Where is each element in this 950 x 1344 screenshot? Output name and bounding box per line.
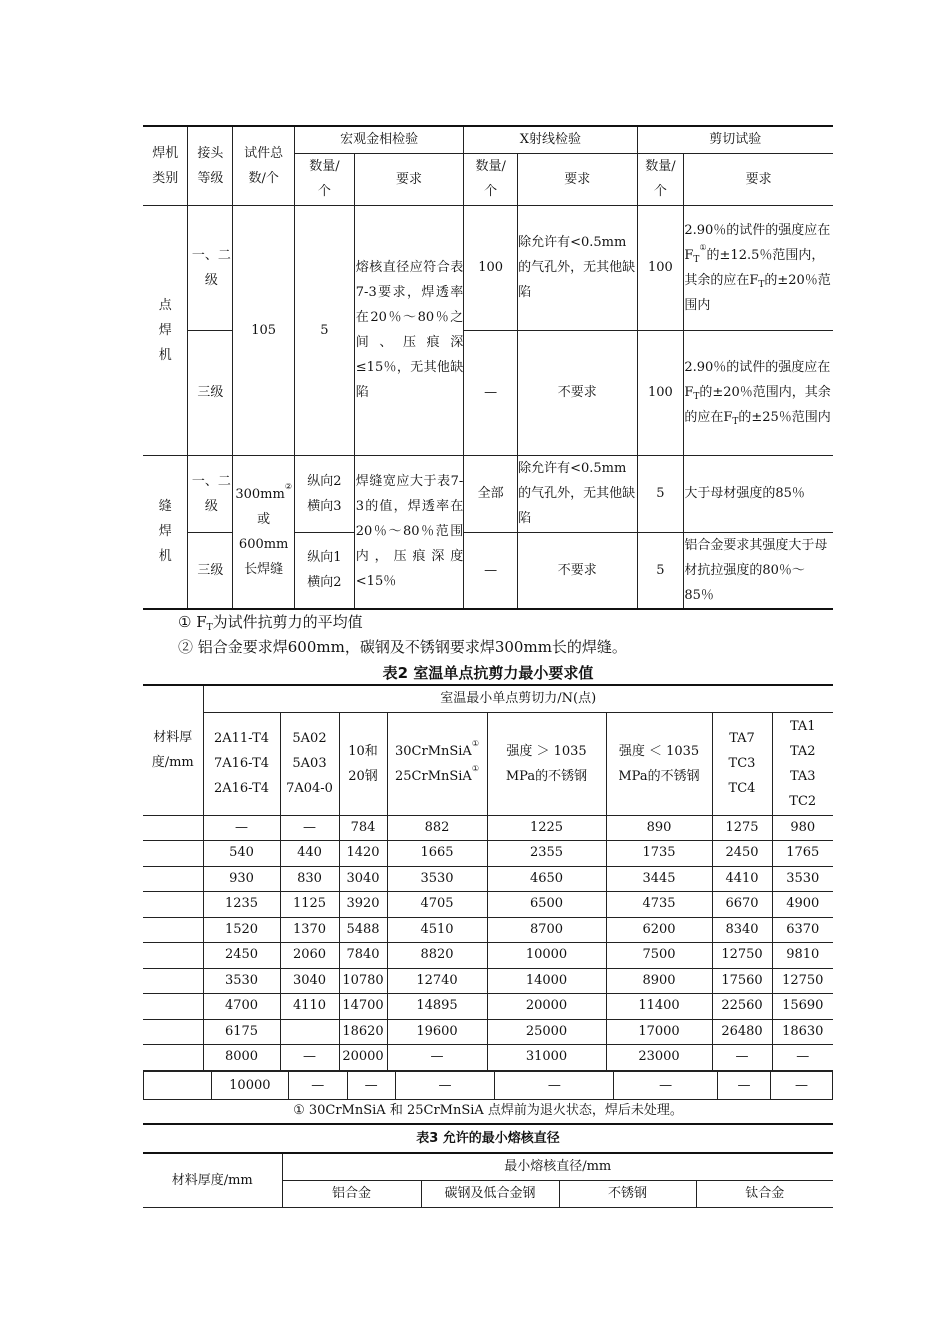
- table-cell: [280, 1019, 339, 1045]
- footnote-2-ref: ②: [284, 481, 292, 491]
- table-cell: 31000: [487, 1045, 606, 1071]
- table-cell: 2450: [712, 841, 772, 867]
- ft-subscript: T: [693, 254, 700, 265]
- t2-col-5-l1: MPa的不锈钢: [618, 768, 700, 784]
- table-cell: 10780: [339, 968, 387, 994]
- table-cell: [143, 815, 203, 841]
- table-cell: [143, 1019, 203, 1045]
- table-cell: 4110: [280, 994, 339, 1020]
- table-cell: 10000: [211, 1072, 288, 1100]
- t2-col-6-l2: TC4: [728, 781, 756, 796]
- table-cell: 784: [339, 815, 387, 841]
- table-cell: 15690: [772, 994, 833, 1020]
- table-cell: 14895: [387, 994, 487, 1020]
- seam-grade-12: 一、二级: [188, 455, 233, 532]
- t2-col-6: [712, 712, 772, 815]
- t2-col-6-l0: TA7: [729, 731, 755, 746]
- t3-group-header: 最小熔核直径/mm: [282, 1153, 833, 1181]
- table-cell: —: [280, 815, 339, 841]
- table-cell: 8820: [387, 943, 487, 969]
- spot-shear-req-3-b: 的±20％范围内，其余的应在F: [684, 385, 831, 425]
- table-cell: 1225: [487, 815, 606, 841]
- table-cell: 1420: [339, 841, 387, 867]
- table-cell: 930: [203, 866, 280, 892]
- seam-shear-req-12: 大于母材强度的85％: [684, 455, 833, 532]
- table-cell: 540: [203, 841, 280, 867]
- table-cell: 6200: [606, 917, 712, 943]
- table-cell: 890: [606, 815, 712, 841]
- t2-col-3-l1: 25CrMnSiA: [394, 768, 472, 784]
- ft-subscript: T: [732, 417, 739, 427]
- t2-footnote-ref: ①: [471, 738, 479, 748]
- table-cell: 18620: [339, 1019, 387, 1045]
- header-xray-req: 要求: [518, 153, 637, 205]
- seam-total-a: 300mm: [235, 486, 285, 502]
- table-cell: 20000: [487, 994, 606, 1020]
- table-cell: [143, 943, 203, 969]
- t2-col-1: [280, 712, 339, 815]
- t2-col-6-l1: TC3: [728, 756, 756, 771]
- table-cell: 8000: [203, 1045, 280, 1071]
- table-cell: 26480: [712, 1019, 772, 1045]
- table-cell: 4700: [203, 994, 280, 1020]
- table-row: [143, 815, 833, 841]
- table-cell: 4735: [606, 892, 712, 918]
- table-cell: 2355: [487, 841, 606, 867]
- header-macro-qty: 数量/个: [294, 153, 354, 205]
- table-cell: 14700: [339, 994, 387, 1020]
- table-cell: —: [772, 1045, 833, 1071]
- t2-col-0-l1: 7A16-T4: [213, 756, 270, 771]
- t2-group-header: 室温最小单点剪切力/N(点): [203, 685, 833, 712]
- table-cell: [143, 866, 203, 892]
- seam-shear-req-3: 铝合金要求其强度大于母材抗拉强度的80％～85％: [684, 532, 833, 609]
- header-shear: 剪切试验: [637, 126, 833, 153]
- shear-force-table-last-row: [143, 1071, 833, 1100]
- seam-xray-req-12: 除允许有<0.5mm的气孔外，无其他缺陷: [518, 455, 637, 532]
- t2-thickness-header: 材料厚度/mm: [143, 685, 203, 815]
- table-cell: 1235: [203, 892, 280, 918]
- header-machine-type: 焊机类别: [143, 126, 188, 205]
- t2-col-4-l1: MPa的不锈钢: [505, 768, 588, 784]
- t2-col-7-l3: TC2: [789, 793, 817, 809]
- table-cell: 11400: [606, 994, 712, 1020]
- spot-xray-req-12: 除允许有<0.5mm的气孔外，无其他缺陷: [518, 205, 637, 330]
- t2-col-3-l0: 30CrMnSiA: [394, 743, 472, 759]
- table-cell: 3530: [387, 866, 487, 892]
- table-cell: 4410: [712, 866, 772, 892]
- header-shear-qty: 数量/个: [637, 153, 684, 205]
- t2-col-4: [487, 712, 606, 815]
- table-cell: —: [203, 815, 280, 841]
- table-cell: [143, 917, 203, 943]
- spot-xray-qty-12: 100: [464, 205, 518, 330]
- table-cell: 3530: [772, 866, 833, 892]
- table-cell: 5488: [339, 917, 387, 943]
- table-cell: 3040: [280, 968, 339, 994]
- t2-col-7-l1: TA2: [789, 743, 816, 759]
- table-cell: 3040: [339, 866, 387, 892]
- table-cell: 8700: [487, 917, 606, 943]
- table-cell: 20000: [339, 1045, 387, 1071]
- table-cell: 1765: [772, 841, 833, 867]
- table-cell: 17000: [606, 1019, 712, 1045]
- table-cell: —: [288, 1072, 347, 1100]
- table-cell: 6175: [203, 1019, 280, 1045]
- t2-col-1-l1: 5A03: [292, 756, 327, 771]
- t2-col-5: [606, 712, 712, 815]
- table-row: [143, 892, 833, 918]
- table-row: [143, 866, 833, 892]
- spot-xray-qty-3: —: [464, 330, 518, 455]
- table-row: [143, 841, 833, 867]
- t3-col-carbon-steel: 碳钢及低合金钢: [421, 1181, 559, 1208]
- table-cell: 3920: [339, 892, 387, 918]
- table-cell: 2450: [203, 943, 280, 969]
- seam-xray-req-3: 不要求: [518, 532, 637, 609]
- table-cell: —: [387, 1045, 487, 1071]
- table-row: [143, 1045, 833, 1071]
- t3-col-aluminum: 铝合金: [282, 1181, 421, 1208]
- header-shear-req: 要求: [684, 153, 833, 205]
- t3-col-titanium: 钛合金: [696, 1181, 833, 1208]
- table-cell: —: [718, 1072, 771, 1100]
- ft-subscript: T: [758, 279, 765, 290]
- table-cell: 12750: [772, 968, 833, 994]
- table-cell: 6500: [487, 892, 606, 918]
- seam-total: [233, 455, 295, 609]
- table-row: [144, 1072, 833, 1100]
- table-cell: 18630: [772, 1019, 833, 1045]
- table-row: [143, 994, 833, 1020]
- table3-caption: 表3 允许的最小熔核直径: [416, 1131, 560, 1146]
- table2-caption: 表2 室温单点抗剪力最小要求值: [382, 664, 594, 682]
- table-cell: 8900: [606, 968, 712, 994]
- t2-col-7-l2: TA3: [789, 768, 816, 784]
- table-cell: [144, 1072, 212, 1100]
- spot-shear-qty-3: 100: [637, 330, 684, 455]
- table1-note-1: [178, 612, 363, 632]
- footnote-1-ref: ①: [699, 242, 707, 252]
- table-cell: 19600: [387, 1019, 487, 1045]
- t2-col-2-l0: 10和: [348, 743, 378, 759]
- spot-shear-req-3-c: 的±25％范围内: [738, 410, 831, 425]
- header-xray: X射线检验: [464, 126, 637, 153]
- table-row: [143, 917, 833, 943]
- header-macro-req: 要求: [354, 153, 464, 205]
- seam-macro-qty-3: 纵向1横向2: [294, 532, 354, 609]
- spot-shear-req-3-a: 2.90％的试件的强度应在F: [684, 360, 831, 400]
- table-cell: —: [495, 1072, 614, 1100]
- t2-col-0-l2: 2A16-T4: [213, 781, 270, 796]
- table-cell: 9810: [772, 943, 833, 969]
- table-cell: 12750: [712, 943, 772, 969]
- spot-shear-req-12-b: 的±12.5％范围内，其余的应在F: [684, 247, 825, 288]
- seam-grade-3: 三级: [188, 532, 233, 609]
- table-row: [143, 1019, 833, 1045]
- table-cell: —: [712, 1045, 772, 1071]
- spot-welder-label: 点焊机: [143, 205, 188, 455]
- t2-col-1-l2: 7A04-0: [286, 781, 333, 796]
- spot-shear-req-12: [684, 205, 833, 330]
- table-cell: 4510: [387, 917, 487, 943]
- header-xray-qty: 数量/个: [464, 153, 518, 205]
- table-cell: 1125: [280, 892, 339, 918]
- table2-footnote: ① 30CrMnSiA 和 25CrMnSiA 点焊前为退火状态，焊后未处理。: [143, 1099, 833, 1125]
- table-cell: 980: [772, 815, 833, 841]
- spot-shear-req-12-c: 的±20％范围内: [684, 272, 831, 313]
- table-cell: 882: [387, 815, 487, 841]
- note-1-f: F: [196, 613, 207, 631]
- table-cell: 17560: [712, 968, 772, 994]
- table-cell: [143, 968, 203, 994]
- table-cell: —: [771, 1072, 833, 1100]
- spot-grade-12: 一、二级: [188, 205, 233, 330]
- header-joint-grade: 接头等级: [188, 126, 233, 205]
- t2-col-5-l0: 强度 ＜ 1035: [618, 743, 700, 759]
- t2-col-7: [772, 712, 833, 815]
- spot-macro-req: 熔核直径应符合表7-3要求，焊透率在20％～80％之间、压痕深≤15％，无其他缺陷: [354, 205, 464, 455]
- table-cell: [143, 892, 203, 918]
- t2-col-3: [387, 712, 487, 815]
- t2-col-2-l1: 20钢: [348, 768, 378, 784]
- table-cell: —: [614, 1072, 718, 1100]
- t2-col-1-l0: 5A02: [292, 731, 327, 746]
- ft-subscript: T: [693, 392, 700, 402]
- nugget-diameter-table: [143, 1152, 833, 1208]
- t3-thickness-header: 材料厚度/mm: [143, 1153, 282, 1208]
- table-cell: 1275: [712, 815, 772, 841]
- table-cell: 830: [280, 866, 339, 892]
- table-cell: 440: [280, 841, 339, 867]
- t2-footnote-ref: ①: [471, 763, 479, 773]
- table-cell: 22560: [712, 994, 772, 1020]
- note-1-mark: ①: [178, 613, 192, 631]
- spot-macro-qty: 5: [294, 205, 354, 455]
- table-cell: [143, 841, 203, 867]
- table-cell: 6670: [712, 892, 772, 918]
- table-cell: 23000: [606, 1045, 712, 1071]
- t2-col-0: [203, 712, 280, 815]
- table-cell: 7840: [339, 943, 387, 969]
- table-cell: 4900: [772, 892, 833, 918]
- t2-col-0-l0: 2A11-T4: [213, 731, 270, 746]
- weld-inspection-table: [143, 125, 833, 610]
- table-cell: [143, 1045, 203, 1071]
- table-cell: 25000: [487, 1019, 606, 1045]
- seam-macro-qty-12: 纵向2横向3: [294, 455, 354, 532]
- table-cell: —: [395, 1072, 495, 1100]
- table-cell: 4705: [387, 892, 487, 918]
- table-cell: 1665: [387, 841, 487, 867]
- t2-col-2: [339, 712, 387, 815]
- note-1-text: 为试件抗剪力的平均值: [212, 613, 363, 631]
- table-cell: 1735: [606, 841, 712, 867]
- seam-xray-qty-3: —: [464, 532, 518, 609]
- t2-col-7-l0: TA1: [789, 718, 816, 734]
- seam-shear-qty-12: 5: [637, 455, 684, 532]
- spot-grade-3: 三级: [188, 330, 233, 455]
- table-cell: 10000: [487, 943, 606, 969]
- seam-total-b: 或600mm长焊缝: [238, 511, 289, 577]
- t3-col-stainless: 不锈钢: [559, 1181, 696, 1208]
- spot-total: 105: [233, 205, 295, 455]
- table-cell: —: [347, 1072, 395, 1100]
- table-cell: 6370: [772, 917, 833, 943]
- table-cell: 7500: [606, 943, 712, 969]
- spot-xray-req-3: 不要求: [518, 330, 637, 455]
- seam-xray-qty-12: 全部: [464, 455, 518, 532]
- ft-subscript: T: [206, 623, 213, 633]
- table-cell: 4650: [487, 866, 606, 892]
- table-cell: 1370: [280, 917, 339, 943]
- table-cell: 1520: [203, 917, 280, 943]
- table-cell: 8340: [712, 917, 772, 943]
- t2-col-4-l0: 强度 ＞ 1035: [506, 743, 587, 759]
- spot-shear-req-12-a: 2.90％的试件的强度应在F: [684, 222, 831, 263]
- seam-shear-qty-3: 5: [637, 532, 684, 609]
- header-macro: 宏观金相检验: [294, 126, 463, 153]
- header-specimen-total: 试件总数/个: [233, 126, 295, 205]
- table-cell: [143, 994, 203, 1020]
- table-row: [143, 943, 833, 969]
- table-cell: 3445: [606, 866, 712, 892]
- spot-shear-qty-12: 100: [637, 205, 684, 330]
- table-cell: —: [280, 1045, 339, 1071]
- spot-shear-req-3: [684, 330, 833, 455]
- table-row: [143, 968, 833, 994]
- table1-note-2: ② 铝合金要求焊600mm，碳钢及不锈钢要求焊300mm长的焊缝。: [178, 638, 627, 656]
- table-cell: 14000: [487, 968, 606, 994]
- table-cell: 3530: [203, 968, 280, 994]
- seam-macro-req: 焊缝宽应大于表7-3的值，焊透率在20％～80％范围内，压痕深度<15％: [354, 455, 464, 609]
- shear-force-table: [143, 684, 833, 1071]
- seam-welder-label: 缝焊机: [143, 455, 188, 609]
- table-cell: 12740: [387, 968, 487, 994]
- table-cell: 2060: [280, 943, 339, 969]
